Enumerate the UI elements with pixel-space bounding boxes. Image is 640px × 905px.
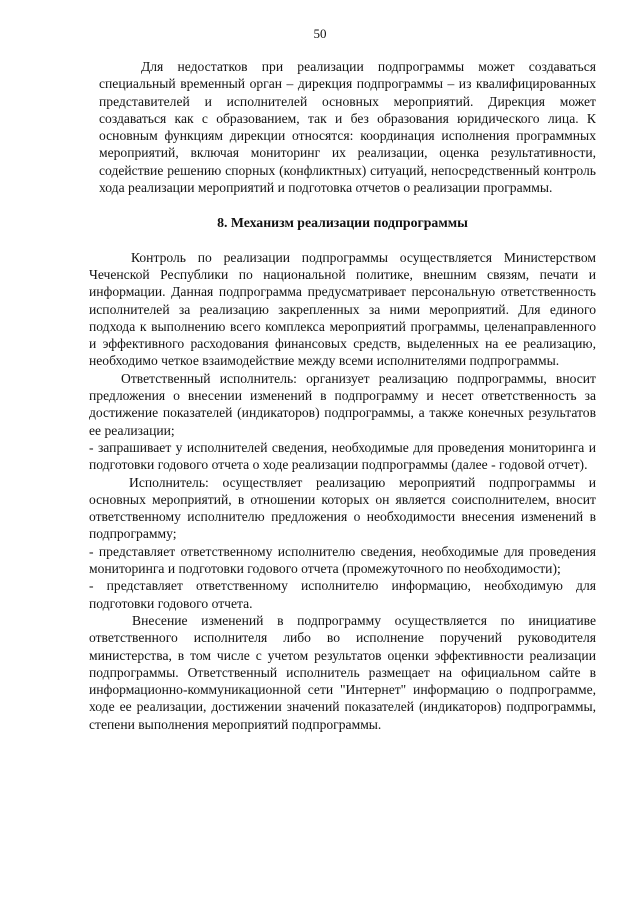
- document-body: [89, 58, 596, 733]
- paragraph-control: Контроль по реализации подпрограммы осуществляется Министерством Чеченской Республики по национальной политике, внешним связям, печати и информации. Данная подпрограмма предусматривает персональную ответственность исполнителей за реализацию закрепленных за ними мероприятий. Для единого подхода к выполнению всего комплекса мероприятий программы, целенаправленного и эффективного расходования финансовых средств, выделенных на ее реализацию, необходимо четкое взаимодействие между всеми исполнителями подпрограммы.: [89, 249, 596, 369]
- paragraph-request-info: - запрашивает у исполнителей сведения, необходимые для проведения мониторинга и подготовки годового отчета о ходе реализации подпрограммы (далее - годовой отчет).: [89, 439, 596, 473]
- paragraph-responsible-executor: Ответственный исполнитель: организует реализацию подпрограммы, вносит предложения о внесении изменений в подпрограмму и несет ответственность за достижение показателей (индикаторов) подпрограммы, а также конечных результатов ее реализации;: [89, 370, 596, 438]
- paragraph-provide-data: - представляет ответственному исполнителю сведения, необходимые для проведения мониторинга и подготовки годового отчета (промежуточного по необходимости);: [89, 543, 596, 577]
- intro-paragraph: Для недостатков при реализации подпрограммы может создаваться специальный временный орган – дирекция подпрограммы – из квалифицированных представителей и исполнителей основных мероприятий. Дирекция может создаваться как с образованием, так и без образования юридического лица. К основным функциям дирекции относятся: координация исполнения программных мероприятий, включая мониторинг их реализации, оценка результативности, содействие решению спорных (конфликтных) ситуаций, непосредственный контроль хода реализации мероприятий и подготовка отчетов о реализации программы.: [99, 59, 596, 196]
- paragraph-executor: Исполнитель: осуществляет реализацию мероприятий подпрограммы и основных мероприятий, в отношении которых он является соисполнителем, вносит ответственному исполнителю предложения о необходимости внесения изменений в подпрограмму;: [89, 474, 596, 542]
- section-heading: 8. Механизм реализации подпрограммы: [217, 215, 468, 231]
- page-number: 50: [313, 26, 327, 41]
- paragraph-provide-info: - представляет ответственному исполнителю информацию, необходимую для подготовки годового отчета.: [89, 578, 596, 611]
- paragraph-amendments: Внесение изменений в подпрограмму осуществляется по инициативе ответственного исполнителя либо во исполнение поручений руководителя министерства, в том числе с учетом результатов оценки эффективности реализации подпрограммы. Ответственный исполнитель размещает на официальном сайте в информационно-коммуникационной сети "Интернет" информацию о подпрограмме, ходе ее реализации, достижении значений показателей (индикаторов) подпрограммы, степени выполнения мероприятий подпрограммы.: [89, 612, 596, 732]
